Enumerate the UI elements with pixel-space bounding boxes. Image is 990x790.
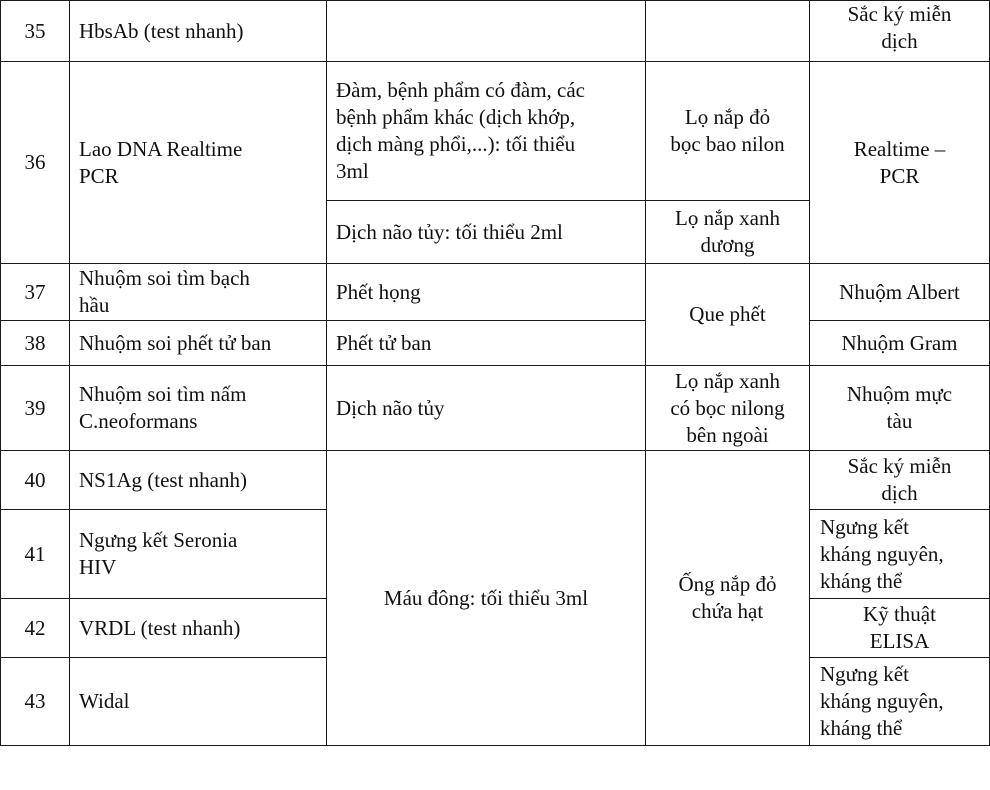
container-line: chứa hạt: [691, 599, 764, 623]
test-name: [70, 366, 327, 451]
method-line: kháng nguyên,: [820, 541, 944, 566]
container-cell: [646, 201, 810, 264]
method-line: Ngưng kết: [820, 514, 909, 539]
test-name-line: Ngưng kết Seronia: [79, 528, 238, 552]
container-cell: [646, 451, 810, 746]
table-row: [1, 321, 990, 366]
test-name: Nhuộm soi phết tử ban: [70, 321, 327, 366]
test-name: VRDL (test nhanh): [70, 599, 327, 658]
container-line: Lọ nắp đỏ: [684, 105, 771, 129]
test-name: NS1Ag (test nhanh): [70, 451, 327, 510]
container-line: có bọc nilong: [670, 395, 785, 420]
table-row: [1, 1, 990, 62]
method-cell: [810, 451, 990, 510]
method-line: Nhuộm mực: [846, 382, 953, 406]
test-name: Widal: [70, 658, 327, 746]
method-line: Kỹ thuật: [863, 602, 936, 626]
container-cell: Que phết: [646, 264, 810, 366]
sample-cell: Dịch não tủy: [327, 366, 646, 451]
method-line: ELISA: [869, 629, 930, 653]
container-line: bọc bao nilon: [670, 132, 785, 156]
sample-line: bệnh phẩm khác (dịch khớp,: [336, 105, 576, 129]
method-cell: [810, 658, 990, 746]
container-cell: [646, 62, 810, 201]
container-cell: [646, 366, 810, 451]
sample-cell: [327, 62, 646, 201]
method-line: kháng thể: [820, 716, 903, 740]
test-name-line: Nhuộm soi tìm nấm: [79, 382, 247, 406]
row-number: 40: [1, 451, 70, 510]
method-cell: [810, 1, 990, 62]
test-name-line: Lao DNA Realtime: [79, 136, 243, 161]
sample-cell: Phết tử ban: [327, 321, 646, 366]
method-line: Sắc ký miễn: [847, 454, 952, 478]
row-number: 39: [1, 366, 70, 451]
method-line: kháng thể: [820, 568, 903, 593]
method-cell: Nhuộm Gram: [810, 321, 990, 366]
container-line: Ống nắp đỏ: [678, 572, 777, 596]
method-line: tàu: [886, 409, 913, 433]
container-line: Lọ nắp xanh: [675, 368, 780, 393]
method-line: Ngưng kết: [820, 662, 909, 686]
table-row: [1, 264, 990, 321]
test-name-line: PCR: [79, 163, 119, 188]
method-cell: Nhuộm Albert: [810, 264, 990, 321]
row-number: 43: [1, 658, 70, 746]
sample-cell: Máu đông: tối thiểu 3ml: [327, 451, 646, 746]
method-line: Realtime –: [853, 136, 946, 161]
method-cell: [810, 599, 990, 658]
method-line: PCR: [879, 163, 920, 188]
sample-line: Đàm, bệnh phẩm có đàm, các: [336, 78, 585, 102]
test-name-line: Nhuộm soi tìm bạch: [79, 266, 250, 290]
row-number: 36: [1, 62, 70, 264]
sample-cell: Phết họng: [327, 264, 646, 321]
container-line: bên ngoài: [686, 422, 769, 447]
container-line: Lọ nắp xanh: [675, 206, 780, 230]
table-row: [1, 366, 990, 451]
sample-cell: [327, 1, 646, 62]
sample-line: 3ml: [336, 159, 369, 183]
method-line: kháng nguyên,: [820, 689, 944, 713]
test-name-line: C.neoformans: [79, 409, 198, 433]
method-line: dịch: [881, 29, 918, 53]
row-number: 37: [1, 264, 70, 321]
row-number: 42: [1, 599, 70, 658]
row-number: 35: [1, 1, 70, 62]
test-name: HbsAb (test nhanh): [70, 1, 327, 62]
row-number: 38: [1, 321, 70, 366]
sample-cell: Dịch não tủy: tối thiểu 2ml: [327, 201, 646, 264]
method-line: dịch: [881, 481, 918, 505]
method-cell: [810, 366, 990, 451]
method-cell: [810, 62, 990, 264]
test-name-line: HIV: [79, 555, 117, 579]
test-name: [70, 264, 327, 321]
method-line: Sắc ký miễn: [847, 2, 952, 26]
container-cell: [646, 1, 810, 62]
table-row: [1, 62, 990, 201]
test-name: [70, 510, 327, 599]
test-name-line: hầu: [79, 293, 110, 317]
container-line: dương: [700, 233, 755, 257]
method-cell: [810, 510, 990, 599]
row-number: 41: [1, 510, 70, 599]
test-name: [70, 62, 327, 264]
sample-line: dịch màng phổi,...): tối thiểu: [336, 132, 576, 156]
table-row: [1, 451, 990, 510]
